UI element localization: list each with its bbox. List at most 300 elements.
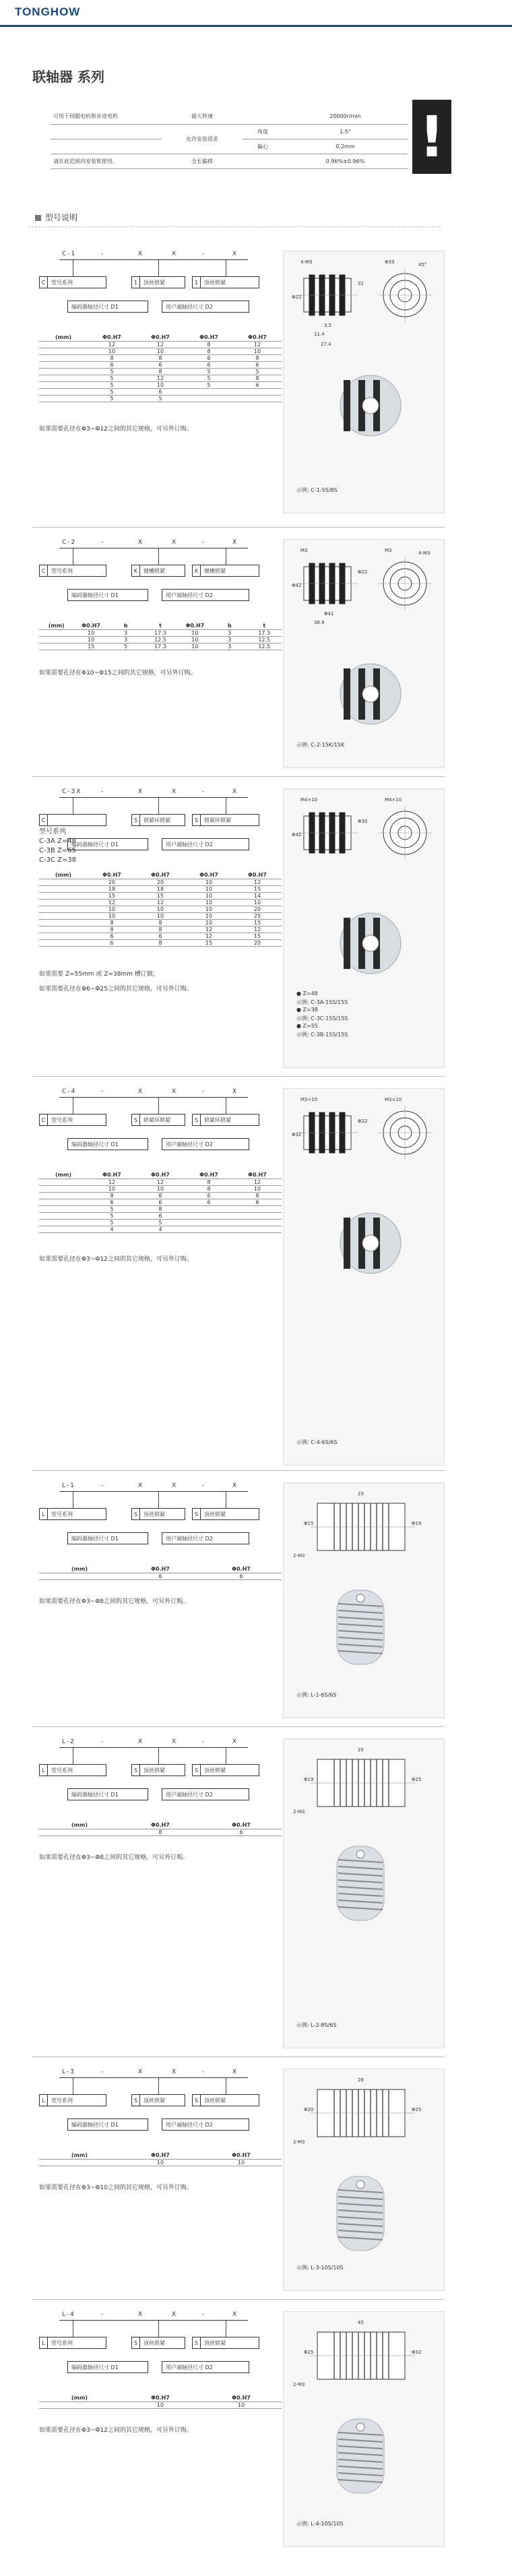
bore-size-label: 编码器轴径尺寸 D1 [71, 2364, 119, 2370]
model-option-box [39, 1114, 106, 1126]
bore-table-cell: 20 [136, 879, 185, 885]
bore-table-cell [39, 629, 73, 636]
option-label: 顶丝锁紧 [204, 2097, 226, 2104]
divider [32, 1470, 445, 1471]
bore-table-cell: 10 [185, 906, 233, 912]
bore-table [39, 2152, 282, 2166]
bore-table-head-cell: (mm) [39, 334, 88, 341]
bore-table-cell: 12 [88, 341, 136, 348]
option-key: L [40, 2337, 48, 2348]
bore-table-cell: 5 [233, 368, 282, 375]
option-label: 型号系列 [51, 2097, 73, 2104]
spec-desc: 请在此范围内安装和使用。 [51, 154, 162, 168]
series-list-item: C-3A Z=48 [39, 838, 76, 845]
bore-table-cell [39, 892, 88, 899]
model-code-part: X [172, 788, 178, 795]
bore-table-head-cell: (mm) [39, 623, 73, 629]
bore-table-cell: 18 [88, 885, 136, 892]
bore-table-cell: 12 [136, 899, 185, 906]
bore-table-cell: 10 [136, 906, 185, 912]
bore-size-box [67, 838, 148, 850]
model-code-part: - [101, 1088, 105, 1095]
bore-table-cell: 12 [185, 926, 233, 933]
bore-table-row [39, 912, 282, 919]
dimension-label: M4×10 [385, 797, 402, 803]
bore-size-box [67, 2118, 148, 2131]
bore-table-cell: 3 [108, 629, 143, 636]
bore-table-head-cell: Φ0.H7 [185, 334, 233, 341]
model-code-part: X [172, 2069, 178, 2075]
bore-table-cell: 25 [233, 912, 282, 919]
model-code-part: X [172, 539, 178, 546]
bore-table-cell: 5 [185, 381, 233, 388]
bore-table-cell: 8 [136, 1192, 185, 1199]
bore-table-cell: 10 [178, 636, 212, 643]
dimension-label: M3×10 [385, 1097, 402, 1102]
coupling-disc [344, 668, 350, 720]
model-option-box [131, 814, 185, 826]
option-key: K [132, 565, 140, 576]
model-code-part: C-2 [62, 539, 77, 546]
bore-table-cell: 15 [233, 933, 282, 939]
model-code-part: - [101, 1738, 105, 1745]
model-option-box [39, 565, 106, 577]
bore-table-cell: 10 [136, 912, 185, 919]
coupling-disc [344, 1218, 350, 1269]
dimension-label: M3 [385, 548, 392, 553]
model-option-box [39, 1764, 106, 1776]
bore-table-cell: 6 [233, 1199, 282, 1205]
bore-table-head-cell: Φ0.H7 [201, 2152, 282, 2159]
bore-size-box [67, 589, 148, 601]
model-code-part: C-4 [62, 1088, 77, 1095]
warning-icon [412, 100, 451, 174]
model-code-part: X [138, 2311, 144, 2318]
bore-table-cell [39, 1185, 88, 1192]
dimension-label: 23 [358, 1491, 364, 1497]
model-code-part: X [232, 539, 238, 546]
bore-table-cell: 6 [88, 933, 136, 939]
option-key: C [40, 565, 48, 576]
bore-table-head-cell: Φ0.H7 [120, 2152, 201, 2159]
divider [32, 1076, 445, 1077]
dimension-label: M4×10 [300, 797, 318, 803]
bore-table-cell: 8 [88, 926, 136, 933]
bore-size-label: 编码器轴径尺寸 D1 [71, 2121, 119, 2128]
bore-table-row [39, 368, 282, 375]
bore-table-cell [39, 636, 73, 643]
spec-label: 全长偏移 [162, 154, 243, 168]
bore-table-cell: 4 [88, 1226, 136, 1232]
bore-table-cell: 15 [233, 919, 282, 926]
model-code-part: X [172, 251, 178, 257]
option-key: S [132, 1509, 140, 1519]
bore-table-cell: 5 [185, 375, 233, 381]
coupling-disc [344, 380, 350, 431]
bore-table-head-cell: Φ0.H7 [178, 623, 212, 629]
bore-table-cell: 8 [233, 1192, 282, 1199]
bore-table-cell: 8 [233, 354, 282, 361]
option-key: C [40, 277, 48, 288]
bore-table-cell: 8 [185, 1185, 233, 1192]
set-screw-hole [356, 1594, 364, 1602]
bore-table-head-cell: Φ0.H7 [120, 1822, 201, 1829]
model-code-part: X [138, 539, 144, 546]
bore-table-cell [233, 395, 282, 402]
brand-logo: TONGHOW [15, 5, 81, 18]
spec-value: 20000r/min [283, 109, 408, 124]
bore-table-cell [39, 885, 88, 892]
exclamation-icon: ! [418, 104, 445, 170]
bore-table-head-cell: t [247, 623, 282, 629]
bore-table-header [39, 623, 282, 629]
bore-size-box [162, 1138, 249, 1150]
dimension-label: 38.9 [314, 620, 325, 625]
spec-sub: 角度 [243, 124, 283, 139]
bore-table-cell: 10 [178, 629, 212, 636]
header-bar [0, 0, 512, 27]
product-photo [317, 1583, 404, 1671]
photo-caption: ● Z=38 [296, 1007, 318, 1013]
bore-table-cell [39, 341, 88, 348]
code-underline [59, 1097, 248, 1098]
bore-table-cell: 6 [201, 1573, 282, 1579]
bore-table-row [39, 1192, 282, 1199]
bore-table-cell: 6 [185, 361, 233, 368]
dimension-label: 2-M3 [293, 2382, 305, 2387]
bore-table-cell: 6 [201, 1829, 282, 1835]
leader-line [158, 1492, 159, 1508]
bore-table-cell: 10 [88, 912, 136, 919]
bore-table-cell [39, 361, 88, 368]
bore-table-cell [39, 1573, 120, 1579]
code-underline [59, 2077, 248, 2078]
bore-table-cell: 6 [136, 1212, 185, 1219]
leader-line [158, 2078, 159, 2094]
bore-table-cell: 8 [233, 375, 282, 381]
bore-table-row [39, 1573, 282, 1579]
bore-table-cell: 5 [88, 395, 136, 402]
series-block [0, 1738, 512, 2069]
option-key: S [193, 1765, 201, 1776]
bore-table-cell: 8 [88, 919, 136, 926]
leader-line [158, 798, 159, 814]
product-photo [317, 365, 411, 446]
option-key: S [193, 2095, 201, 2106]
bore-table [39, 623, 282, 650]
model-option-box [39, 814, 106, 826]
model-code-part: X [138, 1088, 144, 1095]
photo-caption: 示例: C-3C-15S/15S [296, 1015, 348, 1022]
model-code-part: X [138, 1482, 144, 1489]
bore-table-cell: 6 [185, 1199, 233, 1205]
footnote: 如果需要 Z=55mm 或 Z=38mm 槽订做。 [39, 971, 159, 978]
set-screw-hole [356, 2423, 364, 2431]
dimension-label: Φ25 [304, 2350, 314, 2355]
leader-line [158, 1098, 159, 1114]
bore-table-cell [39, 395, 88, 402]
square-bullet-icon [35, 215, 41, 221]
bore-size-box [162, 589, 249, 601]
bore-table-cell: 10 [201, 2159, 282, 2166]
dimension-label: Φ42 [292, 832, 302, 838]
bore-table-row [39, 375, 282, 381]
photo-caption: 示例: L-4-10S/10S [296, 2521, 344, 2527]
dimension-label: M3×10 [300, 1097, 318, 1102]
photo-caption: 示例: L-3-10S/10S [296, 2265, 344, 2271]
bore-table-cell: 5 [88, 1212, 136, 1219]
option-label: 键槽锁紧 [204, 567, 226, 574]
model-code-part: X [138, 2069, 144, 2075]
bore-table-head-cell: Φ0.H7 [136, 872, 185, 879]
bore-table-cell: 3 [108, 636, 143, 643]
bore-table-row [39, 388, 282, 395]
bore-size-label: 用户端轴径尺寸 D2 [166, 841, 213, 848]
bore-table-cell: 12 [233, 926, 282, 933]
dimension-label: Φ42 [292, 583, 302, 588]
bore-table-cell [39, 348, 88, 354]
option-label: 顶丝锁紧 [143, 1767, 165, 1773]
bore-table-cell [39, 388, 88, 395]
bore-table-cell [233, 1219, 282, 1226]
bore-table-row [39, 1829, 282, 1835]
bore-table-cell [39, 939, 88, 946]
spec-value: 0.2mm [283, 139, 408, 154]
code-underline [59, 797, 248, 798]
bore-table-cell: 8 [136, 354, 185, 361]
coupling-bore [362, 686, 379, 702]
bore-table-cell: 12.5 [247, 636, 282, 643]
bore-table-cell [185, 1226, 233, 1232]
dimension-label: Φ22 [358, 569, 368, 575]
model-code-part: - [202, 1482, 206, 1489]
bore-table-cell: 10 [73, 629, 108, 636]
bore-table-cell: 10 [185, 899, 233, 906]
option-label: 顶丝锁紧 [204, 1767, 226, 1773]
model-code-part: X [172, 1088, 178, 1095]
series-block [0, 2311, 512, 2567]
bore-table-cell: 6 [233, 381, 282, 388]
option-key: L [40, 2095, 48, 2106]
product-photo [317, 2170, 404, 2257]
leader-line [158, 260, 159, 276]
option-label: 顶丝锁紧 [143, 279, 165, 286]
bore-table-cell [233, 1226, 282, 1232]
option-key: C [40, 1114, 48, 1125]
coupling-photo [317, 1203, 411, 1284]
bore-table-row [39, 1212, 282, 1219]
bore-table-cell [185, 395, 233, 402]
bore-table-cell: 10 [73, 636, 108, 643]
bore-table-row [39, 348, 282, 354]
spec-desc: 可用于伺服电机和步进电机 [51, 109, 162, 124]
option-key: L [40, 1765, 48, 1776]
divider [32, 1726, 445, 1727]
bore-table-row [39, 892, 282, 899]
bore-table [39, 1822, 282, 1836]
bore-table-row [39, 1226, 282, 1232]
bore-table-cell: 17.3 [143, 643, 177, 650]
section-title: 型号说明 [35, 212, 77, 223]
bore-table-cell: 5 [88, 1219, 136, 1226]
bore-size-box [67, 1532, 148, 1544]
spec-label: 最大转速 [162, 109, 243, 124]
model-option-box [192, 276, 259, 288]
divider [32, 776, 445, 777]
bore-table-head-cell: (mm) [39, 2395, 120, 2401]
bore-table-cell: 10 [185, 892, 233, 899]
bore-size-label: 用户端轴径尺寸 D2 [166, 1535, 213, 1542]
bore-table-cell: 5 [88, 388, 136, 395]
bore-table-cell: 10 [233, 348, 282, 354]
bore-table-cell: 8 [88, 354, 136, 361]
photo-caption: ● Z=55 [296, 1023, 318, 1029]
coupling-photo [317, 903, 411, 984]
option-key: K [193, 565, 201, 576]
model-code-part: - [202, 788, 206, 795]
product-photo [317, 1840, 404, 1927]
series-list-item: C-3C Z=38 [39, 856, 77, 864]
bore-size-label: 编码器轴径尺寸 D1 [71, 1791, 119, 1798]
bore-table-cell: 10 [88, 348, 136, 354]
bore-table-cell: 8 [185, 1179, 233, 1185]
spec-row [51, 154, 408, 168]
divider [32, 527, 445, 528]
dimension-label: 25 [358, 1747, 364, 1753]
model-option-box [131, 1114, 185, 1126]
bore-table-header [39, 1566, 282, 1573]
bore-table-row [39, 885, 282, 892]
model-option-box [192, 1764, 259, 1776]
bore-table-head-cell: Φ0.H7 [201, 2395, 282, 2401]
bore-table-cell: 12 [233, 879, 282, 885]
model-code-part: X [138, 251, 144, 257]
bore-table [39, 334, 282, 402]
code-underline [59, 259, 248, 260]
dimension-label: 27.4 [321, 342, 331, 347]
bore-table-cell [39, 906, 88, 912]
model-code-part: - [202, 1088, 206, 1095]
option-key: S [132, 1114, 140, 1125]
option-key: C [40, 815, 48, 825]
bore-table-cell [39, 912, 88, 919]
bore-table-row [39, 1185, 282, 1192]
model-code-part: L-3 [62, 2069, 75, 2075]
bore-table-head-cell: Φ0.H7 [136, 334, 185, 341]
bore-table-cell: 6 [185, 1192, 233, 1199]
bore-table-cell: 8 [185, 348, 233, 354]
dimension-label: Φ20 [304, 2107, 314, 2112]
bore-table-cell: 14 [233, 892, 282, 899]
footnote: 如果需要孔径在Φ10~Φ15之间的其它规格，可另外订购。 [39, 670, 197, 677]
bore-table-head-cell: Φ0.H7 [233, 334, 282, 341]
bore-table-cell: 12 [233, 1179, 282, 1185]
model-option-box [39, 2094, 106, 2106]
spec-value: 0.96%±0.96% [283, 154, 408, 168]
model-code-part: X [232, 1738, 238, 1745]
bore-table-cell [39, 1829, 120, 1835]
model-code-part: X [232, 2069, 238, 2075]
option-key: 1 [132, 277, 140, 288]
bore-table-cell: 12.5 [247, 643, 282, 650]
bore-table-row [39, 926, 282, 933]
bore-table-cell: 17.3 [247, 629, 282, 636]
photo-caption: 示例: C-4-6S/6S [296, 1439, 338, 1445]
footnote: 如果需要孔径在Φ6~Φ25之间的其它规格，可另外订购。 [39, 986, 193, 993]
bore-table-row [39, 361, 282, 368]
bore-table-row [39, 1179, 282, 1185]
bore-table-head-cell: Φ0.H7 [88, 334, 136, 341]
model-code-part: X [172, 1482, 178, 1489]
bore-table-cell: 10 [185, 919, 233, 926]
bore-table-cell: 12 [233, 341, 282, 348]
bore-table-cell: 6 [233, 361, 282, 368]
option-key: L [40, 1509, 48, 1519]
option-key: S [193, 815, 201, 825]
bore-table-cell: 8 [136, 939, 185, 946]
footnote: 如果需要孔径在Φ3~Φ8之间的其它规格，可另外订购。 [39, 1854, 189, 1861]
bore-size-label: 编码器轴径尺寸 D1 [71, 1535, 119, 1542]
bore-table-header [39, 872, 282, 879]
bore-table-row [39, 1205, 282, 1212]
bore-table-row [39, 643, 282, 650]
bore-size-box [162, 838, 249, 850]
set-screw-hole [356, 2180, 364, 2189]
model-code-part: - [202, 539, 206, 546]
bore-table-cell: 12.5 [143, 636, 177, 643]
bore-table-cell [39, 2401, 120, 2408]
product-photo [317, 1203, 411, 1284]
bore-table-cell: 20 [233, 939, 282, 946]
bore-table-cell: 6 [136, 1199, 185, 1205]
bore-table-cell: 10 [178, 643, 212, 650]
bore-table-head-cell: Φ0.H7 [136, 1172, 185, 1179]
dimension-label: Φ19 [304, 1777, 314, 1782]
bore-size-box [67, 2361, 148, 2373]
bore-table-cell: 8 [136, 368, 185, 375]
bore-table-row [39, 354, 282, 361]
option-label: 键槽锁紧 [143, 567, 165, 574]
bore-table-row [39, 395, 282, 402]
bore-table-head-cell: Φ0.H7 [201, 1566, 282, 1573]
bore-table-cell: 5 [88, 368, 136, 375]
bore-table-cell: 10 [120, 2401, 201, 2408]
bore-table-row [39, 636, 282, 643]
bore-table-cell [39, 2159, 120, 2166]
bore-size-box [162, 1788, 249, 1800]
bore-table-cell: 6 [136, 361, 185, 368]
leader-line [158, 1748, 159, 1764]
divider [28, 226, 441, 227]
bore-table-cell [185, 1205, 233, 1212]
model-code-part: - [202, 1738, 206, 1745]
coupling-disc [344, 918, 350, 969]
bore-table-head-cell: Φ0.H7 [233, 872, 282, 879]
model-option-box [39, 2337, 106, 2349]
bore-table-row [39, 2159, 282, 2166]
bore-table-row [39, 919, 282, 926]
bore-table-cell: 10 [120, 2159, 201, 2166]
bore-size-box [162, 301, 249, 313]
dimension-label: 45 [358, 2320, 364, 2325]
bore-size-box [67, 1138, 148, 1150]
bore-size-box [162, 2118, 249, 2131]
dimension-label: 26 [358, 2077, 364, 2083]
coupling-photo [317, 2170, 404, 2257]
photo-caption: 示例: C-2-15K/15K [296, 742, 345, 748]
spec-value: 1.5° [283, 124, 408, 139]
bore-size-box [162, 2361, 249, 2373]
